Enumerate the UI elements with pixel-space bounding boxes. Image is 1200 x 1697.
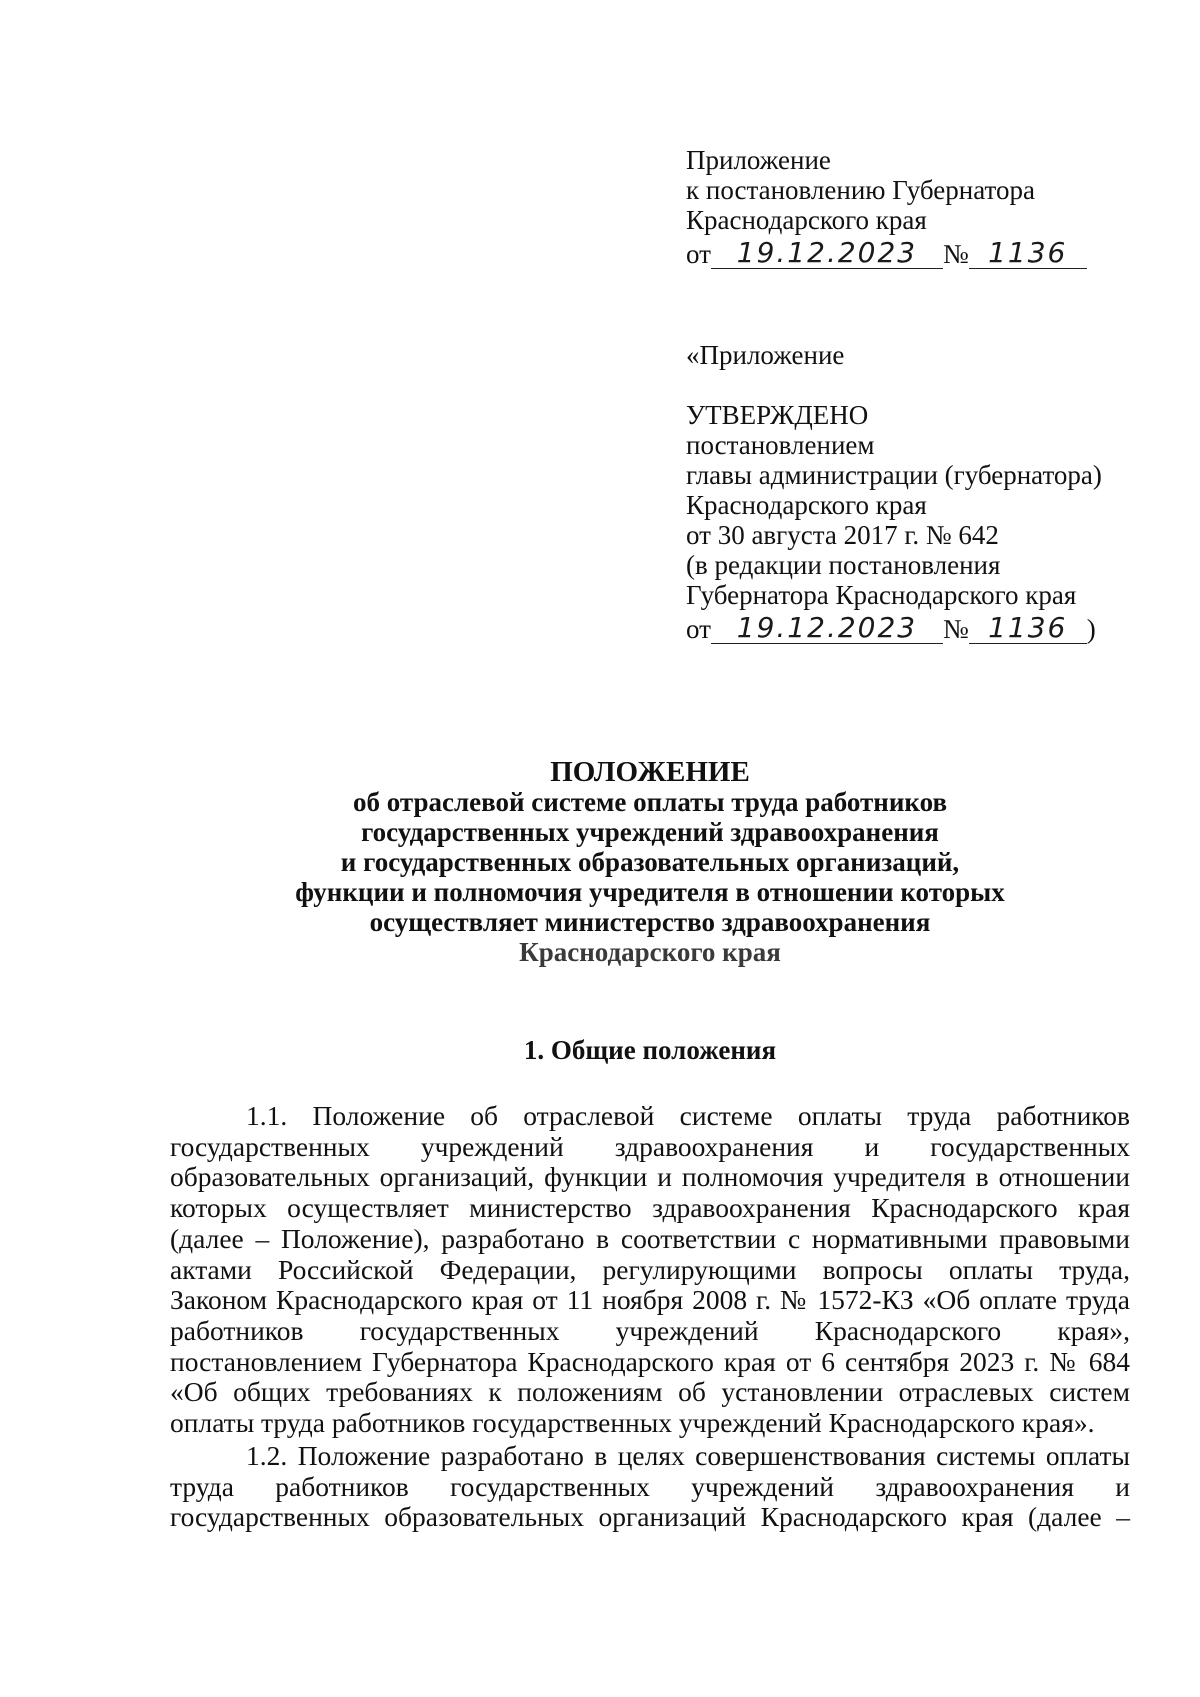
text-line: работников государственных учреждений Краснодарского края», — [170, 1314, 1130, 1346]
annex-mark-text: «Приложение — [686, 340, 845, 370]
text-line: государственных образовательных организаций Краснодарского края (далее – — [170, 1501, 1130, 1533]
document-title — [140, 757, 1160, 967]
date-prefix: от — [686, 614, 711, 644]
title-line: осуществляет министерство здравоохранения — [369, 907, 931, 937]
handwritten-date: 19.12.2023 — [711, 613, 943, 644]
title-line: Краснодарского края — [519, 937, 781, 967]
section-heading: 1. Общие положения — [523, 1035, 777, 1065]
approval-line: (в редакции постановления — [686, 550, 1001, 580]
text-line: образовательных организаций, функции и полномочия учредителя в отношении — [170, 1161, 1130, 1193]
text-line: которых осуществляет министерство здравоохранения Краснодарского края — [170, 1192, 1130, 1224]
approval-line: Губернатора Краснодарского края — [686, 580, 1077, 610]
annex-line: к постановлению Губернатора — [686, 175, 1035, 205]
approval-block — [686, 400, 1102, 644]
title-heading: ПОЛОЖЕНИЕ — [550, 756, 750, 788]
text-line: (далее – Положение), разработано в соответствии с нормативными правовыми — [170, 1222, 1130, 1254]
number-prefix: № — [942, 614, 969, 644]
approval-line: УТВЕРЖДЕНО — [686, 400, 869, 430]
date-prefix: от — [686, 239, 711, 269]
handwritten-number: 1136 — [969, 613, 1087, 644]
text-line: 1.2. Положение разработано в целях совершенствования системы оплаты — [246, 1440, 1130, 1471]
text-line: государственных учреждений здравоохранения и государственных — [170, 1130, 1130, 1162]
annex-line: Приложение — [686, 145, 831, 175]
annex-header — [686, 145, 1087, 269]
handwritten-number: 1136 — [969, 238, 1087, 269]
approval-line: от 30 августа 2017 г. № 642 — [686, 520, 999, 550]
annex-date-number-line — [686, 235, 1087, 269]
number-prefix: № — [942, 239, 969, 269]
title-line: об отраслевой системе оплаты труда работников — [352, 787, 948, 817]
approval-date-number-line — [686, 610, 1102, 644]
text-line: 1.1. Положение об отраслевой системе оплаты труда работников — [246, 1100, 1130, 1131]
annex-line: Краснодарского края — [686, 205, 927, 235]
approval-line: Краснодарского края — [686, 490, 927, 520]
closing-parenthesis: ) — [1086, 614, 1096, 644]
text-line: актами Российской Федерации, регулирующими вопросы оплаты труда, — [170, 1253, 1130, 1285]
paragraph-1-1 — [170, 1101, 1130, 1439]
text-line: «Об общих требованиях к положениям об установлении отраслевых систем — [170, 1376, 1130, 1408]
title-line: и государственных образовательных организаций, — [340, 847, 960, 877]
text-line: труда работников государственных учреждений здравоохранения и — [170, 1470, 1130, 1502]
text-line: постановлением Губернатора Краснодарского края от 6 сентября 2023 г. № 684 — [170, 1345, 1130, 1377]
approval-line: главы администрации (губернатора) — [686, 460, 1102, 490]
title-line: функции и полномочия учредителя в отношении которых — [295, 877, 1005, 907]
approval-line: постановлением — [686, 430, 875, 460]
text-line: Законом Краснодарского края от 11 ноября 2008 г. № 1572-КЗ «Об оплате труда — [170, 1284, 1130, 1316]
annex-mark — [686, 340, 844, 370]
text-line: оплаты труда работников государственных учреждений Краснодарского края». — [170, 1407, 1095, 1439]
handwritten-date: 19.12.2023 — [711, 238, 943, 269]
paragraph-1-2 — [170, 1441, 1130, 1533]
title-line: государственных учреждений здравоохранения — [361, 817, 939, 847]
